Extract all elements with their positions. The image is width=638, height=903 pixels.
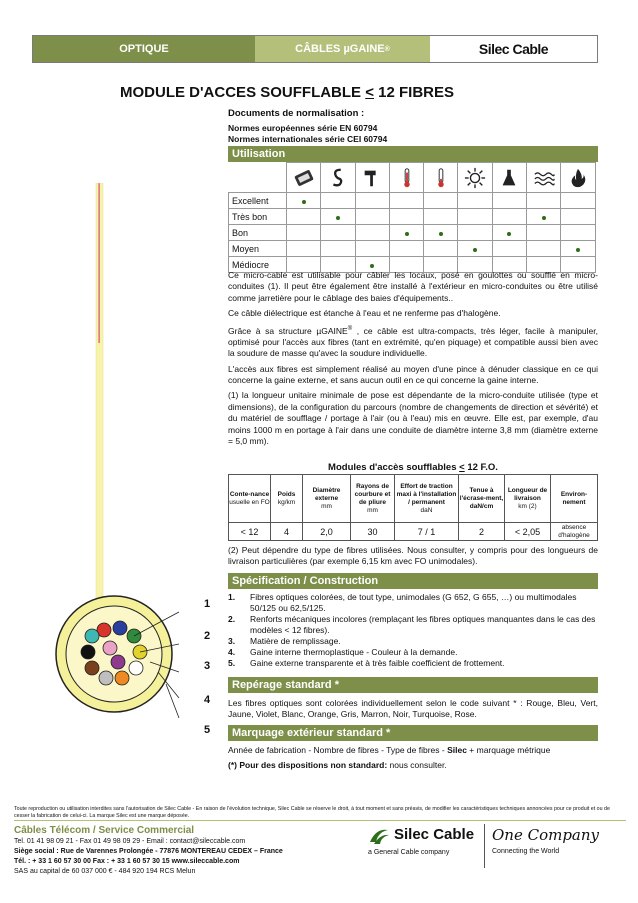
rating-dot bbox=[370, 264, 374, 268]
hammer-icon bbox=[355, 163, 389, 193]
modules-header-cell: Rayons de courbure et de pliure mm bbox=[351, 475, 395, 523]
specification-list bbox=[228, 592, 598, 669]
usage-label: Moyen bbox=[229, 241, 287, 257]
cables-tab[interactable] bbox=[255, 36, 430, 62]
normes-line-1: Normes européennes série EN 60794 bbox=[228, 123, 378, 133]
hot-thermometer-icon bbox=[389, 163, 423, 193]
page-title bbox=[120, 84, 540, 101]
silec-logo: Silec Cable bbox=[430, 36, 597, 62]
normes-block bbox=[228, 108, 387, 145]
usage-cell bbox=[492, 193, 526, 209]
usage-cell bbox=[424, 209, 458, 225]
usage-row bbox=[229, 225, 596, 241]
modules-header-cell: Diamètre externe mm bbox=[303, 475, 351, 523]
title-suffix: 12 FIBRES bbox=[374, 84, 455, 101]
description-p1: Ce micro-cable est utilisable pour câbler les locaux, posé en goulottes ou soufflé en micro-conduites (1). Il peut être également être installé à l'extérieur en micro-conduites ou être utilisé comme jarretière pour le câblage des baies d'équipements.. bbox=[228, 270, 598, 303]
usage-cell bbox=[458, 209, 492, 225]
modules-header-cell: Environ-nement bbox=[551, 475, 598, 523]
usage-cell bbox=[389, 241, 423, 257]
spec-item: 2. Renforts mécaniques incolores (remplaçant les fibres optiques manquantes dans le cas des modèles < 12 fibres). bbox=[228, 614, 596, 635]
usage-cell bbox=[287, 193, 321, 209]
usage-cell bbox=[458, 193, 492, 209]
description-p3 bbox=[228, 324, 598, 360]
usage-corner bbox=[229, 163, 287, 193]
footer-divider bbox=[14, 820, 626, 821]
p3-start: Grâce à sa structure µGAINE bbox=[228, 325, 348, 336]
one-company-logo bbox=[492, 826, 599, 855]
rating-dot bbox=[405, 232, 409, 236]
description-p5: (1) la longueur unitaire minimale de pose est dépendante de la micro-conduite utilisée (type et dimensions), de la configuration du parcours (nombre de changements de direction et sévérité) et du matériel de soufflage / portage à l'air (ou à l'eau) mis en œuvre. Elle est, par exemple, d'au moins 1000 m en portage à l'air dans une conduite de diamètre interne 3,8 mm (diamètre externe = 5,0 mm). bbox=[228, 390, 598, 447]
modules-header-cell: Effort de traction maxi à l'installation / permanent daN bbox=[395, 475, 459, 523]
modules-value: 7 / 1 bbox=[395, 523, 459, 541]
usage-cell bbox=[321, 241, 355, 257]
flame-icon bbox=[561, 163, 595, 193]
usage-cell bbox=[355, 225, 389, 241]
modules-header-cell: Tenue à l'écrase-ment, daN/cm bbox=[459, 475, 505, 523]
modules-value: absence d'halogène bbox=[551, 523, 598, 541]
usage-cell bbox=[561, 209, 595, 225]
usage-cell bbox=[389, 225, 423, 241]
rating-dot bbox=[439, 232, 443, 236]
cable-cross-section bbox=[54, 592, 184, 722]
p3-registered: ® bbox=[347, 325, 353, 332]
callout-5: 5 bbox=[204, 724, 211, 736]
reperage-text: Les fibres optiques sont colorées individuellement selon le code suivant * : Rouge, Bleu, Vert, Jaune, Violet, Blanc, Orange, Gris, Marron, Noir, Turquoise, Rose. bbox=[228, 698, 598, 720]
title-prefix: MODULE D'ACCES SOUFFLABLE bbox=[120, 84, 366, 101]
usage-cell bbox=[527, 209, 561, 225]
footer-contact bbox=[14, 824, 283, 877]
cold-thermometer-icon bbox=[424, 163, 458, 193]
footer-siege: Siège social : Rue de Varennes Prolongée - 77876 MONTEREAU CEDEX – France bbox=[14, 848, 283, 855]
water-waves-icon bbox=[527, 163, 561, 193]
modules-title-end: 12 F.O. bbox=[464, 462, 498, 473]
usage-cell bbox=[458, 241, 492, 257]
marquage-text: Année de fabrication - Nombre de fibres - Type de fibres - Silec + marquage métrique bbox=[228, 745, 551, 755]
modules-value: 30 bbox=[351, 523, 395, 541]
usage-table bbox=[228, 162, 596, 273]
modules-header-cell: Poids kg/km bbox=[271, 475, 303, 523]
usage-label: Très bon bbox=[229, 209, 287, 225]
callout-3: 3 bbox=[204, 660, 211, 672]
usage-icon-row bbox=[229, 163, 596, 193]
silec-footer-logo bbox=[368, 826, 478, 856]
cable-drum-icon bbox=[287, 163, 321, 193]
usage-cell bbox=[424, 193, 458, 209]
usage-cell bbox=[355, 241, 389, 257]
registered-mark: ® bbox=[384, 45, 390, 53]
p3-end: , ce câble est ultra-compacts, très léger, facile à manipuler, optimisé pour l'accès aux fibres (tant en extrémité, qu'en piquage) et compatible aussi bien avec la soudure de masse qu'avec la soudure individuelle. bbox=[228, 325, 598, 359]
modules-value: < 12 bbox=[229, 523, 271, 541]
modules-value: 2 bbox=[459, 523, 505, 541]
silec-logo-mark-icon bbox=[368, 826, 390, 846]
usage-cell bbox=[424, 225, 458, 241]
usage-cell bbox=[321, 225, 355, 241]
usage-cell bbox=[492, 241, 526, 257]
modules-header-cell: Longueur de livraison km (2) bbox=[505, 475, 551, 523]
normes-heading: Documents de normalisation : bbox=[228, 108, 365, 119]
normes-line-2: Normes internationales série CEI 60794 bbox=[228, 134, 388, 144]
spec-item: 4. Gaine interne thermoplastique - Couleur à la demande. bbox=[228, 647, 458, 657]
usage-row bbox=[229, 193, 596, 209]
usage-row bbox=[229, 241, 596, 257]
usage-cell bbox=[287, 209, 321, 225]
cables-tab-label: CÂBLES µGAINE bbox=[295, 43, 385, 55]
spec-item: 5. Gaine externe transparente et à très faible coefficient de frottement. bbox=[228, 658, 505, 668]
description-block bbox=[228, 270, 598, 452]
usage-row bbox=[229, 209, 596, 225]
usage-cell bbox=[287, 241, 321, 257]
rating-dot bbox=[507, 232, 511, 236]
callout-4: 4 bbox=[204, 694, 211, 706]
usage-cell bbox=[561, 225, 595, 241]
usage-cell bbox=[458, 225, 492, 241]
usage-cell bbox=[424, 241, 458, 257]
modules-header-row bbox=[229, 475, 598, 523]
one-company-name: One Company bbox=[492, 826, 600, 844]
modules-value: 4 bbox=[271, 523, 303, 541]
one-company-sub: Connecting the World bbox=[492, 848, 560, 855]
chemical-flask-icon bbox=[492, 163, 526, 193]
silec-footer-sub: a General Cable company bbox=[368, 849, 450, 856]
modules-value: 2,0 bbox=[303, 523, 351, 541]
usage-cell bbox=[492, 225, 526, 241]
spec-item: 3. Matière de remplissage. bbox=[228, 636, 341, 646]
section-utilisation: Utilisation bbox=[228, 146, 598, 162]
rating-dot bbox=[336, 216, 340, 220]
section-specification: Spécification / Construction bbox=[228, 573, 598, 589]
usage-cell bbox=[321, 193, 355, 209]
modules-value: < 2,05 bbox=[505, 523, 551, 541]
modules-title-start: Modules d'accès soufflables bbox=[328, 462, 460, 473]
modules-title-le: < bbox=[459, 462, 465, 473]
usage-cell bbox=[355, 193, 389, 209]
usage-cell bbox=[561, 193, 595, 209]
rating-dot bbox=[542, 216, 546, 220]
usage-cell bbox=[355, 209, 389, 225]
usage-cell bbox=[287, 225, 321, 241]
spec-item: 1. Fibres optiques colorées, de tout type, unimodales (G 652, G 655, …) ou multimodales 50/125 ou 62,5/125. bbox=[228, 592, 577, 613]
disclaimer: Toute reproduction ou utilisation interdites sans l'autorisation de Silec Cable - En raison de l'évolution technique, Silec Cable se réserve le droit, à tout moment et sans préavis, de modifier les caractéristiques techniques annoncées pour ce produit et ou de cesser la fabrication de celui-ci. La marque Silec est une marque déposée. bbox=[14, 806, 610, 819]
marquage-note: (*) Pour des dispositions non standard: nous consulter. bbox=[228, 760, 447, 771]
usage-label: Médiocre bbox=[229, 257, 287, 273]
section-marquage: Marquage extérieur standard * bbox=[228, 725, 598, 741]
rating-dot bbox=[473, 248, 477, 252]
modules-table bbox=[228, 474, 598, 541]
usage-cell bbox=[492, 209, 526, 225]
cable-image bbox=[92, 183, 106, 603]
modules-note: (2) Peut dépendre du type de fibres utilisées. Nous consulter, y compris pour des longueurs de livraison particulières (par exemple 6,15 km avec FO unimodales). bbox=[228, 545, 598, 567]
usage-cell bbox=[321, 209, 355, 225]
usage-cell bbox=[389, 209, 423, 225]
description-p4: L'accès aux fibres est simplement réalisé au moyen d'une pince à dénuder classique en ce qui concerne la gaine externe, et sans aucun outil en ce qui concerne la gaine interne. bbox=[228, 363, 598, 386]
footer-tel2[interactable]: Tél. : + 33 1 60 57 30 00 Fax : + 33 1 60 57 30 15 www.sileccable.com bbox=[14, 858, 240, 865]
usage-cell bbox=[527, 193, 561, 209]
modules-title bbox=[228, 462, 598, 473]
footer-title: Câbles Télécom / Service Commercial bbox=[14, 825, 195, 836]
usage-cell bbox=[389, 193, 423, 209]
rating-dot bbox=[302, 200, 306, 204]
title-le: < bbox=[365, 84, 374, 101]
usage-label: Bon bbox=[229, 225, 287, 241]
marquage-block bbox=[228, 745, 598, 776]
usage-cell bbox=[527, 225, 561, 241]
hook-icon bbox=[321, 163, 355, 193]
footer-tel[interactable]: Tel. 01 41 98 09 21 - Fax 01 49 98 09 29 - Email : contact@sileccable.com bbox=[14, 838, 246, 845]
modules-values-row bbox=[229, 523, 598, 541]
modules-header-cell: Conte-nance usuelle en FO bbox=[229, 475, 271, 523]
usage-label: Excellent bbox=[229, 193, 287, 209]
usage-cell bbox=[561, 241, 595, 257]
header-bar bbox=[32, 35, 598, 63]
section-reperage: Repérage standard * bbox=[228, 677, 598, 693]
optique-tab[interactable]: OPTIQUE bbox=[33, 36, 255, 62]
sun-icon bbox=[458, 163, 492, 193]
footer-sas: SAS au capital de 60 037 000 € - 484 920 194 RCS Melun bbox=[14, 868, 196, 875]
callout-1: 1 bbox=[204, 598, 211, 610]
usage-cell bbox=[527, 241, 561, 257]
footer-logo-separator bbox=[484, 824, 485, 868]
rating-dot bbox=[576, 248, 580, 252]
description-p2: Ce câble diélectrique est étanche à l'eau et ne renferme pas d'halogène. bbox=[228, 308, 501, 319]
callout-2: 2 bbox=[204, 630, 211, 642]
silec-footer-name: Silec Cable bbox=[394, 826, 475, 843]
